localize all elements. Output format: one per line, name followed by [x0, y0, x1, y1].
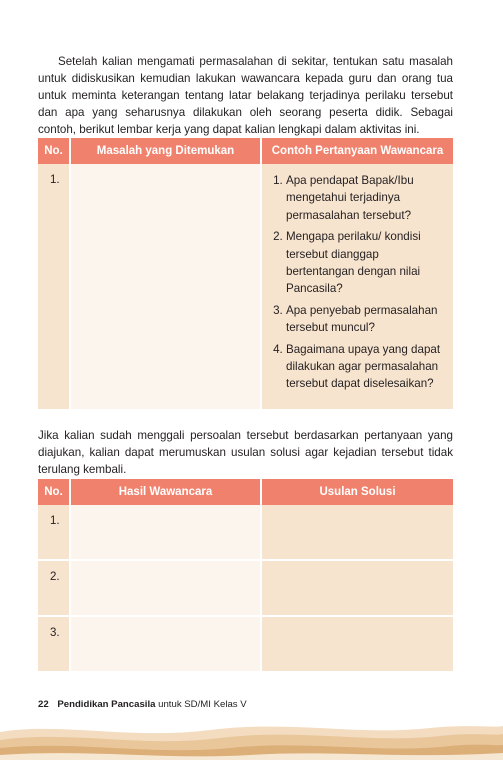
hasil-wawancara-cell[interactable]: [70, 560, 261, 616]
row-number: 2.: [38, 560, 70, 616]
book-title-suffix: untuk SD/MI Kelas V: [158, 699, 247, 710]
table-row: [38, 164, 453, 409]
question-item: 3. Apa penyebab permasalahan tersebut muncul?: [286, 302, 445, 337]
usulan-solusi-cell[interactable]: [261, 560, 453, 616]
intro-paragraph: Setelah kalian mengamati permasalahan di sekitar, tentukan satu masalah untuk didiskusikan kemudian lakukan wawancara kepada guru dan orang tua untuk meminta keterangan tentang latar belakang terjadinya perilaku tersebut dan apa yang seharusnya dilakukan oleh seorang peserta didik. Sebagai contoh, berikut lembar kerja yang dapat kalian lengkapi dalam aktivitas ini.: [38, 54, 453, 137]
worksheet-table-questions: [38, 138, 453, 409]
usulan-solusi-cell[interactable]: [261, 505, 453, 560]
question-list: [268, 172, 445, 393]
questions-cell: [261, 164, 453, 409]
header-hasil-wawancara: Hasil Wawancara: [70, 479, 261, 505]
table-header-row: [38, 138, 453, 164]
row-number: 3.: [38, 616, 70, 672]
question-item: 2. Mengapa perilaku/ kondisi tersebut dianggap bertentangan dengan nilai Pancasila?: [286, 228, 445, 298]
header-no: No.: [38, 479, 70, 505]
worksheet-table-solutions: [38, 479, 453, 673]
hasil-wawancara-cell[interactable]: [70, 616, 261, 672]
table-row: [38, 505, 453, 560]
header-contoh-pertanyaan: Contoh Pertanyaan Wawancara: [261, 138, 453, 164]
middle-paragraph: Jika kalian sudah menggali persoalan tersebut berdasarkan pertanyaan yang diajukan, kalian dapat merumuskan usulan solusi agar kejadian tersebut tidak terulang kembali.: [38, 428, 453, 476]
header-usulan-solusi: Usulan Solusi: [261, 479, 453, 505]
usulan-solusi-cell[interactable]: [261, 616, 453, 672]
hasil-wawancara-cell[interactable]: [70, 505, 261, 560]
decorative-wave-band: [0, 718, 503, 760]
table-row: [38, 616, 453, 672]
question-item: 1. Apa pendapat Bapak/Ibu mengetahui terjadinya permasalahan tersebut?: [286, 172, 445, 224]
page-number: 22: [38, 699, 49, 710]
header-masalah: Masalah yang Ditemukan: [70, 138, 261, 164]
question-item: 4. Bagaimana upaya yang dapat dilakukan agar permasalahan tersebut dapat diselesaikan?: [286, 341, 445, 393]
masalah-input-cell[interactable]: [70, 164, 261, 409]
page-footer: [38, 699, 247, 710]
header-no: No.: [38, 138, 70, 164]
table-row: [38, 560, 453, 616]
book-title: Pendidikan Pancasila: [57, 699, 156, 710]
row-number: 1.: [38, 164, 70, 409]
row-number: 1.: [38, 505, 70, 560]
table-header-row: [38, 479, 453, 505]
